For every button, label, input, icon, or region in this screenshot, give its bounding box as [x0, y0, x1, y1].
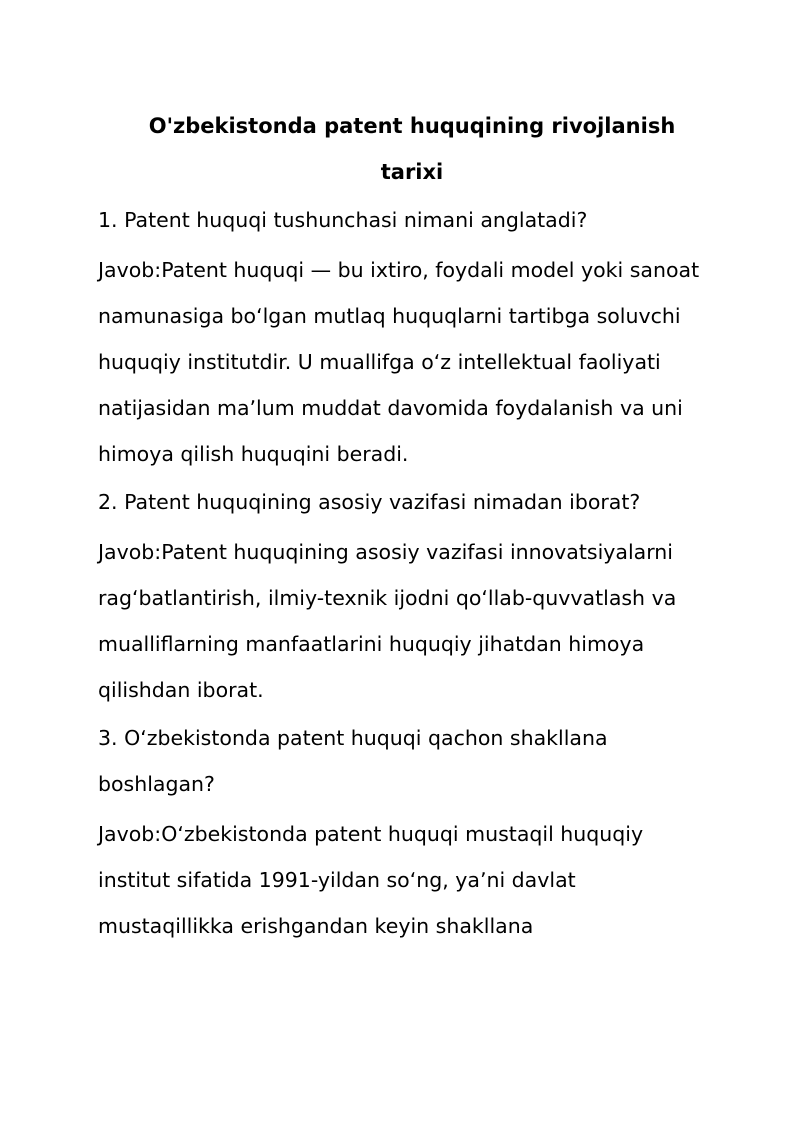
document-content: [98, 103, 708, 949]
answer-3: Javob:Oʻzbekistonda patent huquqi mustaqil huquqiy institut sifatida 1991-yildan soʻng, yaʼni davlat mustaqillikka erishgandan keyin shakllana: [98, 822, 644, 938]
answer-2: Javob:Patent huquqining asosiy vazifasi innovatsiyalarni ragʻbatlantirish, ilmiy-texnik ijodni qoʻllab-quvvatlash va mualliflarning manfaatlarini huquqiy jihatdan himoya qilishdan iborat.: [98, 540, 677, 702]
question-3: 3. Oʻzbekistonda patent huquqi qachon shakllana boshlagan?: [98, 726, 608, 796]
document-title: O'zbekistonda patent huquqining rivojlanish tarixi: [148, 114, 676, 184]
question-1: 1. Patent huquqi tushunchasi nimani anglatadi?: [98, 208, 588, 232]
question-2: 2. Patent huquqining asosiy vazifasi nimadan iborat?: [98, 490, 641, 514]
answer-1: Javob:Patent huquqi — bu ixtiro, foydali model yoki sanoat namunasiga boʻlgan mutlaq huquqlarni tartibga soluvchi huquqiy institutdir. U muallifga oʻz intellektual faoliyati natijasidan maʼlum muddat davomida foydalanish va uni himoya qilish huquqini beradi.: [98, 258, 700, 466]
